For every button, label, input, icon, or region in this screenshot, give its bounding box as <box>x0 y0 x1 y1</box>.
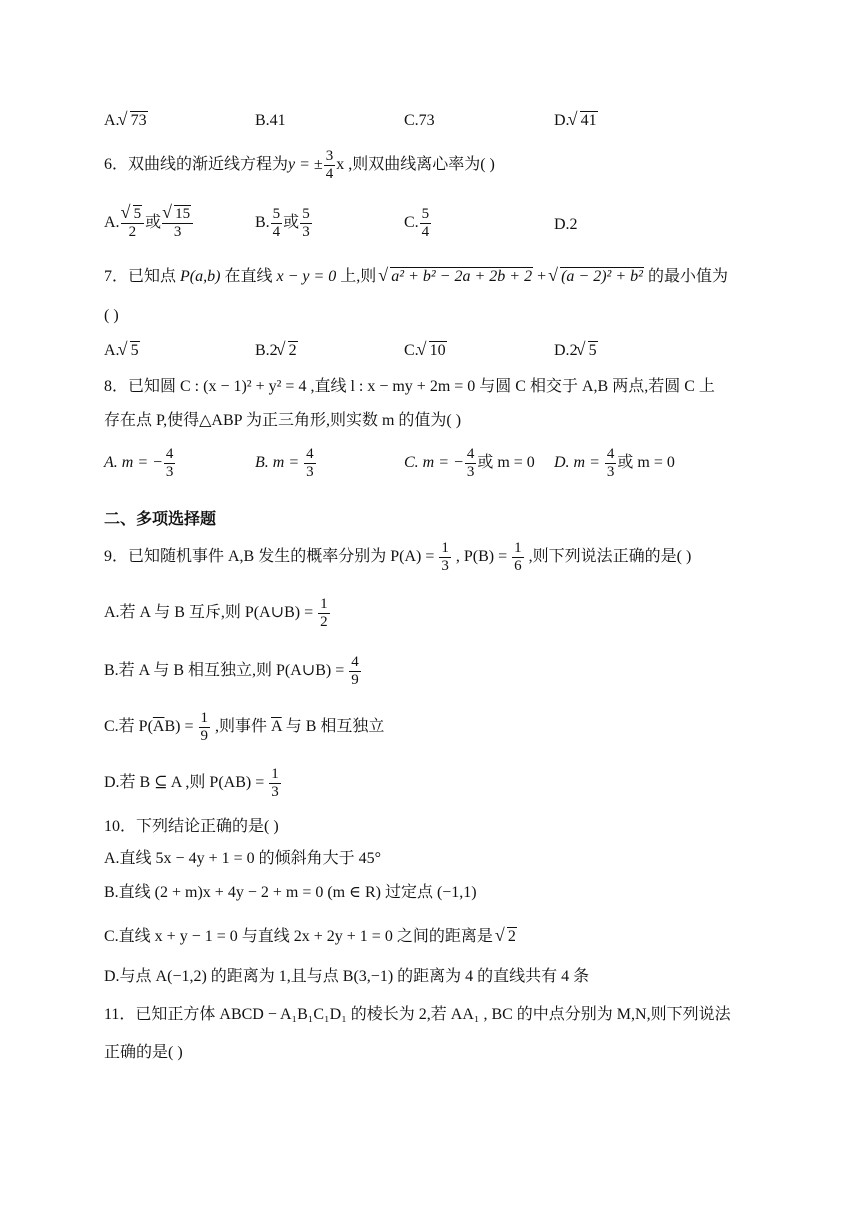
question-8-line2: 存在点 P,使得△ABP 为正三角形,则实数 m 的值为( ) <box>104 412 462 429</box>
q7-option-d: D.2 √ 5 <box>554 340 598 362</box>
q9-option-a: A.若 A 与 B 互斥,则 P(A∪B) = $\frac{1}{2}$ <box>104 596 328 630</box>
q7-option-c: C. √ 10 <box>404 340 447 362</box>
question-10-stem: 10．下列结论正确的是( ) <box>104 818 279 835</box>
q6-option-d: D.2 <box>554 216 578 233</box>
q10-option-a: A.直线 5x − 4y + 1 = 0 的倾斜角大于 45° <box>104 850 382 867</box>
q8-option-b: B. m = $\frac{4}{3}$ <box>255 446 314 480</box>
q5-option-a: A. √ 73 <box>104 110 148 132</box>
question-8-line1: 8．已知圆 C : (x − 1)² + y² = 4 ,直线 l : x − my + 2m = 0 与圆 C 相交于 A,B 两点,若圆 C 上 <box>104 378 715 395</box>
q9-option-c: C.若 $P(\overline{A}B)$ = $\frac{1}{9}$ ,则事件 $\overline{A}$ 与 B 相互独立 <box>104 710 385 744</box>
q5-option-c: C.73 <box>404 112 435 129</box>
question-6-stem: 6．双曲线的渐近线方程为y = ± $\frac{3}{4}$ x ,则双曲线离心率为( ) <box>104 148 495 182</box>
q8-option-d: D. m = $\frac{4}{3}$ 或 m = 0 <box>554 446 675 480</box>
q9-option-d: D.若 B ⊆ A ,则 P(AB) = $\frac{1}{3}$ <box>104 766 279 800</box>
question-7-stem: 7．已知点 P(a,b) 在直线 x − y = 0 上,则 √ a² + b² − 2a + 2b + 2 + √ (a − 2)² + b² 的最小值为 <box>104 266 728 288</box>
q6-option-b: B. $\frac{5}{4}$ 或 $\frac{5}{3}$ <box>255 206 310 240</box>
question-7-paren: ( ) <box>104 307 119 324</box>
q5-option-d: D. √ 41 <box>554 110 598 132</box>
q8-option-c: C. m = − $\frac{4}{3}$ 或 m = 0 <box>404 446 535 480</box>
q10-option-c: C.直线 x + y − 1 = 0 与直线 2x + 2y + 1 = 0 之间的距离是 √ 2 <box>104 926 517 948</box>
q10-option-d: D.与点 A(−1,2) 的距离为 1,且与点 B(3,−1) 的距离为 4 的直线共有 4 条 <box>104 968 590 985</box>
question-11-line1: 11．已知正方体 ABCD − A₁B₁C₁D₁ 的棱长为 2,若 AA₁ , BC 的中点分别为 M,N,则下列说法 <box>104 1006 731 1023</box>
question-9-stem: 9．已知随机事件 A,B 发生的概率分别为 P(A) = $\frac{1}{3}$ , P(B) = $\frac{1}{6}$ ,则下列说法正确的是( ) <box>104 540 692 574</box>
q10-option-b: B.直线 (2 + m)x + 4y − 2 + m = 0 (m ∈ R) 过定点 (−1,1) <box>104 884 477 901</box>
q6-option-c: C. $\frac{5}{4}$ <box>404 206 430 240</box>
question-11-line2: 正确的是( ) <box>104 1044 183 1061</box>
q7-option-a: A. √ 5 <box>104 340 140 362</box>
q7-option-b: B.2 √ 2 <box>255 340 298 362</box>
q5-option-b: B.41 <box>255 112 286 129</box>
q9-option-b: B.若 A 与 B 相互独立,则 P(A∪B) = $\frac{4}{9}$ <box>104 654 359 688</box>
section-heading-multi-choice: 二、多项选择题 <box>104 509 217 528</box>
q6-option-a: A. √ $\frac{5}{2}$ 或 √ $\frac{15}{3}$ <box>104 206 194 241</box>
q8-option-a: A. m = − $\frac{4}{3}$ <box>104 446 174 480</box>
